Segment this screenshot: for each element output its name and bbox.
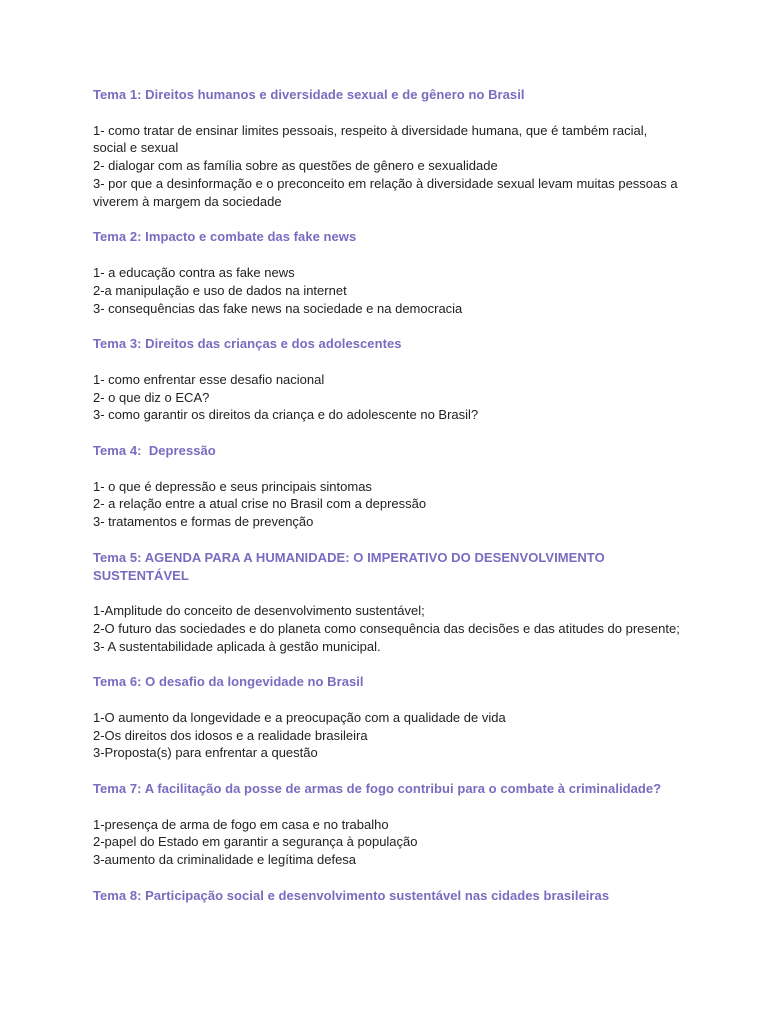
tema-6-item-2: 2-Os direitos dos idosos e a realidade brasileira: [93, 727, 368, 743]
tema-4-item-1: 1- o que é depressão e seus principais sintomas: [93, 478, 372, 494]
tema-6-item-3: 3-Proposta(s) para enfrentar a questão: [93, 745, 318, 761]
tema-2-item-2: 2-a manipulação e uso de dados na internet: [93, 282, 347, 298]
tema-7-title: Tema 7: A facilitação da posse de armas de fogo contribui para o combate à criminalidade?: [93, 781, 662, 797]
tema-4-section: [93, 442, 683, 531]
tema-2-title: Tema 2: Impacto e combate das fake news: [93, 229, 357, 245]
document-page: [93, 86, 683, 922]
tema-6-item-1: 1-O aumento da longevidade e a preocupação com a qualidade de vida: [93, 709, 506, 725]
tema-3-section: [93, 335, 683, 424]
tema-7-item-1: 1-presença de arma de fogo em casa e no trabalho: [93, 816, 389, 832]
tema-3-item-3: 3- como garantir os direitos da criança e do adolescente no Brasil?: [93, 407, 479, 423]
tema-7-item-3: 3-aumento da criminalidade e legítima defesa: [93, 852, 357, 868]
tema-2-item-1: 1- a educação contra as fake news: [93, 264, 295, 280]
tema-6-section: [93, 673, 683, 762]
tema-3-item-2: 2- o que diz o ECA?: [93, 389, 210, 405]
tema-5-title: Tema 5: AGENDA PARA A HUMANIDADE: O IMPERATIVO DO DESENVOLVIMENTO SUSTENTÁVEL: [93, 549, 605, 583]
tema-5-item-2: 2-O futuro das sociedades e do planeta como consequência das decisões e das atitudes do presente;: [93, 620, 680, 636]
tema-5-item-3: 3- A sustentabilidade aplicada à gestão municipal.: [93, 638, 381, 654]
tema-5-item-1: 1-Amplitude do conceito de desenvolvimento sustentável;: [93, 603, 425, 619]
tema-8-section: [93, 887, 683, 905]
tema-8-title: Tema 8: Participação social e desenvolvimento sustentável nas cidades brasileiras: [93, 887, 610, 903]
tema-2-item-3: 3- consequências das fake news na sociedade e na democracia: [93, 300, 463, 316]
tema-5-section: [93, 549, 683, 656]
tema-4-item-3: 3- tratamentos e formas de prevenção: [93, 514, 314, 530]
tema-1-item-1: 1- como tratar de ensinar limites pessoais, respeito à diversidade humana, que é também racial, social e sexual: [93, 122, 648, 156]
tema-7-section: [93, 780, 683, 869]
tema-6-title: Tema 6: O desafio da longevidade no Brasil: [93, 674, 364, 690]
tema-2-section: [93, 228, 683, 317]
tema-1-item-2: 2- dialogar com as família sobre as questões de gênero e sexualidade: [93, 158, 498, 174]
tema-1-item-3: 3- por que a desinformação e o preconceito em relação à diversidade sexual levam muitas pessoas a viverem à margem da sociedade: [93, 175, 678, 209]
tema-3-item-1: 1- como enfrentar esse desafio nacional: [93, 371, 325, 387]
tema-7-item-2: 2-papel do Estado em garantir a segurança à população: [93, 834, 418, 850]
tema-1-title: Tema 1: Direitos humanos e diversidade sexual e de gênero no Brasil: [93, 87, 525, 102]
tema-3-title: Tema 3: Direitos das crianças e dos adolescentes: [93, 336, 402, 352]
tema-4-title: Tema 4: Depressão: [93, 442, 216, 458]
tema-1-section: [93, 86, 683, 211]
tema-4-item-2: 2- a relação entre a atual crise no Brasil com a depressão: [93, 496, 427, 512]
